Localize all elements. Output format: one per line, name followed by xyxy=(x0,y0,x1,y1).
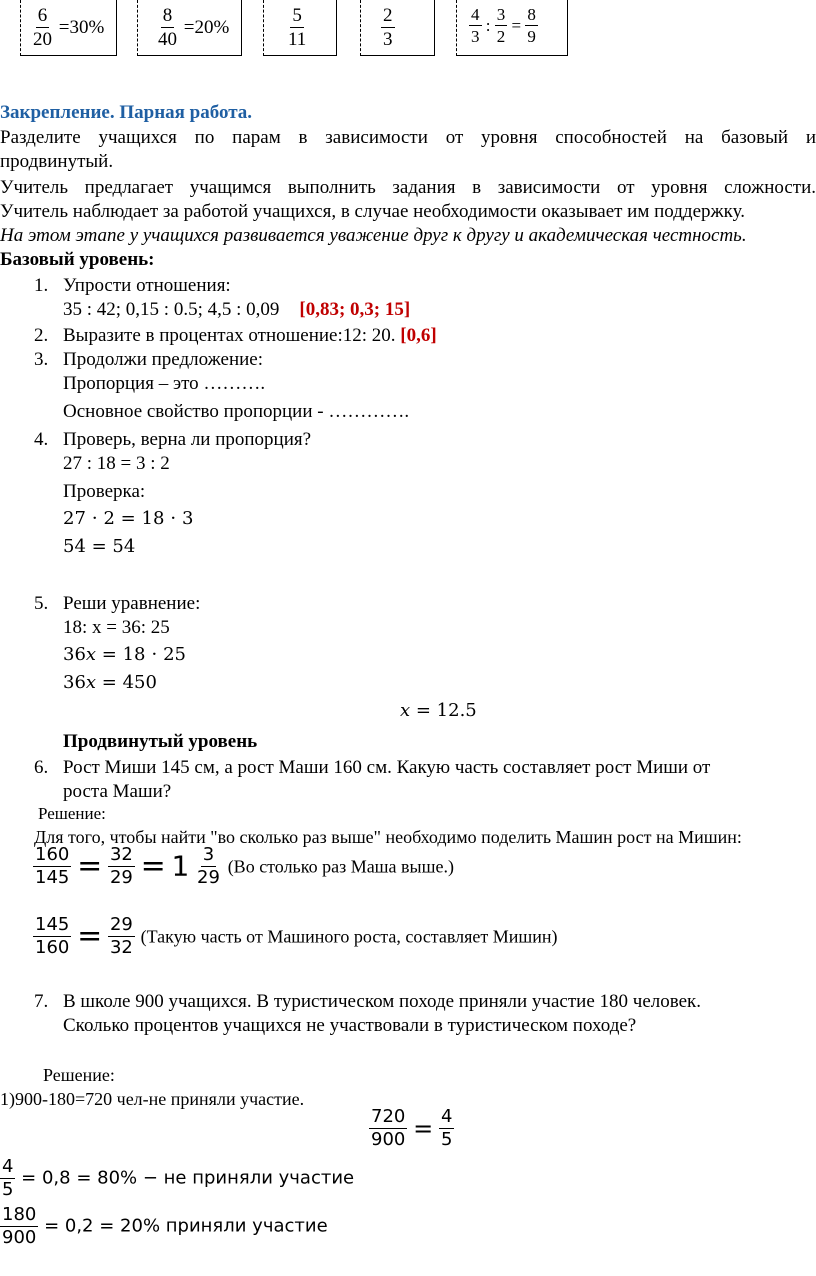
task-number: 7. xyxy=(34,991,49,1012)
intro-line: Учитель предлагает учащимся выполнить задания в зависимости от уровня сложности. xyxy=(0,177,816,198)
intro-line: Учитель наблюдает за работой учащихся, в случае необходимости оказывает им поддержку. xyxy=(0,201,745,222)
fraction: $\frac{4}{5}$ xyxy=(440,1106,453,1150)
task-number: 4. xyxy=(34,429,49,450)
task-number: 2. xyxy=(34,325,49,346)
fraction: $\frac{4}{3}$ xyxy=(471,5,480,46)
math-equation: $\frac{180}{900}$ = 0,2 = 20% приняли участие xyxy=(2,1204,328,1248)
solution-label: Решение: xyxy=(43,1065,115,1085)
task-text: Проверь, верна ли пропорция? xyxy=(63,429,312,450)
note: (Во столько раз Маша выше.) xyxy=(227,856,454,877)
fraction: $\frac{4}{5}$ xyxy=(2,1156,14,1200)
task-expression: 27 : 18 = 3 : 2 xyxy=(63,453,170,474)
check-label: Проверка: xyxy=(63,481,146,502)
math-equation: 54 = 54 xyxy=(63,536,136,557)
task-text: Рост Миши 145 см, а рост Маши 160 см. Какую часть составляет рост Миши от xyxy=(63,757,711,778)
fraction: $\frac{3}{2}$ xyxy=(496,5,506,46)
intro-line: продвинутый. xyxy=(0,151,114,172)
task-text: В школе 900 учащихся. В туристическом походе приняли участие 180 человек. xyxy=(63,991,702,1012)
explanation: Для того, чтобы найти "во сколько раз выше" необходимо поделить Машин рост на Мишин: xyxy=(34,827,742,847)
math-equation: 36x = 450 xyxy=(63,672,157,693)
task-text: роста Маши? xyxy=(63,781,172,802)
fraction-box-5: $\frac{4}{3}$ : $\frac{3}{2}$ = $\frac{8}{9}$ xyxy=(456,0,568,56)
fraction: $\frac{32}{29}$ xyxy=(109,844,133,888)
task-text: Продолжи предложение: xyxy=(63,349,264,370)
note: (Такую часть от Машиного роста, составляет Мишин) xyxy=(140,926,558,947)
math-equation: $\frac{145}{160}$ = $\frac{29}{32}$ (Такую часть от Машиного роста, составляет Мишин) xyxy=(35,914,558,958)
intro-note: На этом этапе у учащихся развивается уважение друг к другу и академическая честность. xyxy=(0,225,747,246)
fraction: $\frac{8}{9}$ xyxy=(527,5,536,46)
task-number: 5. xyxy=(34,593,49,614)
fraction: $\frac{145}{160}$ xyxy=(35,914,70,958)
percent-value: =30% xyxy=(58,17,105,38)
fraction: $\frac{5}{11}$ xyxy=(288,5,307,50)
task-line: Основное свойство пропорции - …………. xyxy=(63,401,410,422)
fraction: $\frac{720}{900}$ xyxy=(371,1106,406,1150)
fraction-box-4 xyxy=(360,0,435,56)
solution-label: Решение: xyxy=(38,804,106,823)
basic-level-heading: Базовый уровень: xyxy=(0,249,155,270)
fraction-box-2 xyxy=(137,0,242,56)
section-heading: Закрепление. Парная работа. xyxy=(0,102,253,123)
fraction: $\frac{29}{32}$ xyxy=(109,914,133,958)
math-equation: $\frac{720}{900}$ = $\frac{4}{5}$ xyxy=(371,1106,453,1150)
fraction: $\frac{3}{29}$ xyxy=(197,844,220,888)
math-equation: $\frac{4}{5}$ = 0,8 = 80% − не приняли участие xyxy=(2,1156,355,1200)
answer: [0,6] xyxy=(400,325,437,346)
fraction: $\frac{2}{3}$ xyxy=(383,5,393,50)
math-equation: $\frac{160}{145}$ = $\frac{32}{29}$ = 1 $\frac{3}{29}$ (Во столько раз Маша выше.) xyxy=(35,844,454,888)
task-expression xyxy=(63,300,410,319)
fraction: $\frac{180}{900}$ xyxy=(2,1204,37,1248)
task-number: 6. xyxy=(34,757,49,778)
task-text: Упрости отношения: xyxy=(63,275,231,296)
fraction: $\frac{8}{40}$ xyxy=(158,5,177,50)
solution-step: 1)900-180=720 чел-не приняли участие. xyxy=(0,1089,305,1109)
fraction: $\frac{6}{20}$ xyxy=(33,5,52,50)
ratios: 35 : 42; 0,15 : 0.5; 4,5 : 0,09 xyxy=(63,299,280,320)
percent-value: =20% xyxy=(183,17,230,38)
math-equation: 27 ⋅ 2 = 18 ⋅ 3 xyxy=(63,508,194,529)
advanced-level-heading: Продвинутый уровень xyxy=(63,731,258,752)
task-number: 1. xyxy=(34,275,49,296)
task-text: Реши уравнение: xyxy=(63,593,201,614)
task-expression: 18: х = 36: 25 xyxy=(63,617,170,638)
math-equation: 36x = 18 ⋅ 25 xyxy=(63,644,187,665)
task-number: 3. xyxy=(34,349,49,370)
task-line: Пропорция – это ………. xyxy=(63,373,266,394)
task-text: Сколько процентов учащихся не участвовали в туристическом походе? xyxy=(63,1015,637,1036)
answer: [0,83; 0,3; 15] xyxy=(299,299,411,320)
fraction-box-1 xyxy=(20,0,117,56)
intro-line: Разделите учащихся по парам в зависимости от уровня способностей на базовый и xyxy=(0,127,816,148)
fraction-box-3 xyxy=(263,0,337,56)
fraction: $\frac{160}{145}$ xyxy=(35,844,70,888)
math-equation: x = 12.5 xyxy=(400,700,477,721)
task-text: Выразите в процентах отношение:12: 20. [0,6] xyxy=(63,325,437,346)
